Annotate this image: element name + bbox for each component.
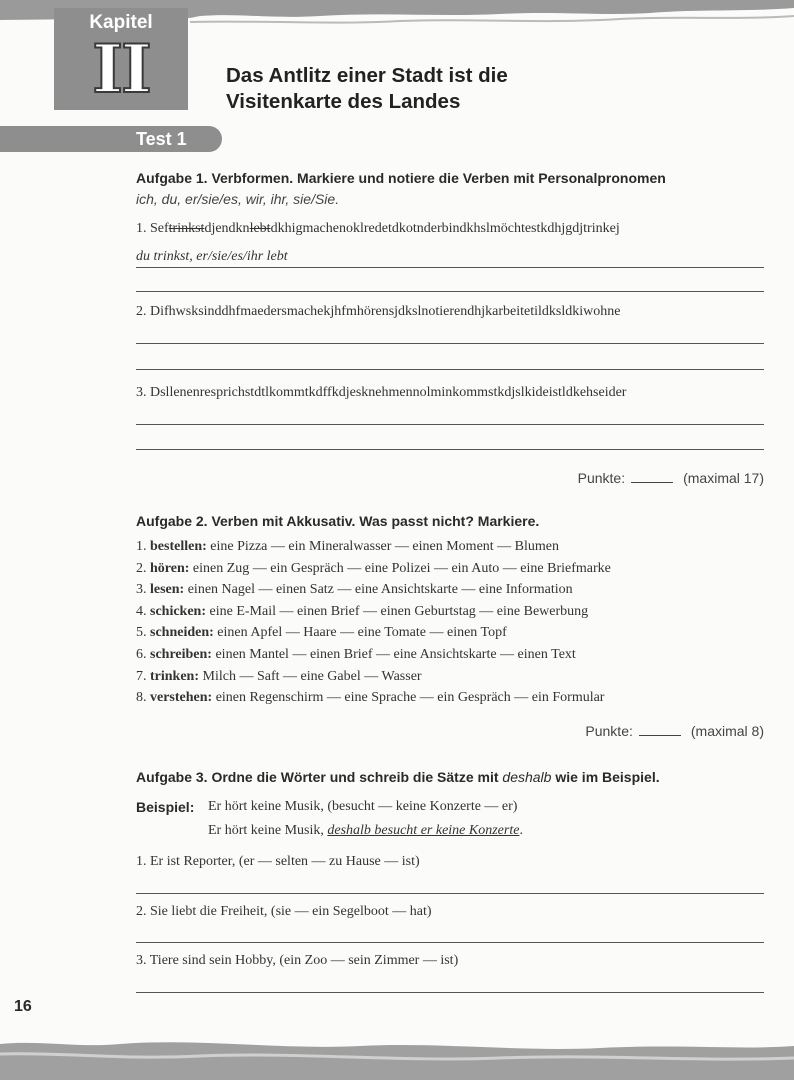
points-label: Punkte: bbox=[577, 470, 626, 486]
example-line-1: Er hört keine Musik, (besucht — keine Konzerte — er) bbox=[208, 799, 518, 814]
points-max: (maximal 17) bbox=[683, 470, 764, 486]
answer-line[interactable] bbox=[136, 424, 764, 425]
points-label: Punkte: bbox=[585, 723, 633, 739]
item1-mid: djendkn bbox=[204, 221, 250, 236]
answer-line[interactable] bbox=[136, 449, 764, 450]
points-blank[interactable] bbox=[631, 481, 673, 483]
answer-line[interactable] bbox=[136, 992, 764, 993]
title-line-1: Das Antlitz einer Stadt ist die bbox=[226, 64, 508, 87]
list-item[interactable]: 5. schneiden: einen Apfel — Haare — eine Tomate — einen Topf bbox=[136, 625, 507, 641]
answer-line[interactable] bbox=[136, 942, 764, 943]
test-banner bbox=[0, 126, 222, 152]
answer-line[interactable] bbox=[136, 893, 764, 894]
task3-item1: 1. Er ist Reporter, (er — selten — zu Hause — ist) bbox=[136, 854, 420, 869]
test-label: Test 1 bbox=[136, 129, 187, 149]
list-item[interactable]: 2. hören: einen Zug — ein Gespräch — eine Polizei — ein Auto — eine Briefmarke bbox=[136, 560, 611, 576]
list-item[interactable]: 7. trinken: Milch — Saft — eine Gabel — Wasser bbox=[136, 668, 422, 684]
task1-item2: 2. Difhwsksinddhfmaedersmachekjhfmhörensjdkslnotierendhjkarbeitetildksldkiwohne bbox=[136, 304, 621, 319]
chapter-number: II bbox=[92, 30, 150, 108]
item1-marked-verb-1: trinkst bbox=[168, 221, 205, 236]
task1-item1-answer: du trinkst, er/sie/es/ihr lebt bbox=[136, 249, 288, 264]
list-item[interactable]: 3. lesen: einen Nagel — einen Satz — eine Ansichtskarte — eine Information bbox=[136, 582, 573, 598]
task1-points bbox=[578, 470, 764, 486]
item1-prefix: 1. Sef bbox=[136, 221, 169, 236]
chapter-label: Kapitel bbox=[89, 12, 153, 33]
task3-item2: 2. Sie liebt die Freiheit, (sie — ein Segelboot — hat) bbox=[136, 904, 432, 919]
answer-line[interactable] bbox=[136, 291, 764, 292]
list-item[interactable]: 6. schreiben: einen Mantel — einen Brief — eine Ansichtskarte — einen Text bbox=[136, 646, 576, 662]
task1-item3: 3. Dsllenenresprichstdtlkommtkdffkdjesknehmennolminkommstkdjslkideistldkehseider bbox=[136, 385, 627, 400]
task1-pronouns: ich, du, er/sie/es, wir, ihr, sie/Sie. bbox=[136, 191, 340, 207]
answer-line[interactable] bbox=[136, 267, 764, 268]
task2-points bbox=[585, 723, 764, 739]
example-line-2: Er hört keine Musik, deshalb besucht er keine Konzerte. bbox=[208, 823, 523, 838]
list-item[interactable]: 8. verstehen: einen Regenschirm — eine Sprache — ein Gespräch — ein Formular bbox=[136, 690, 605, 706]
list-item[interactable]: 4. schicken: eine E-Mail — einen Brief — einen Geburtstag — eine Bewerbung bbox=[136, 603, 589, 619]
task3-item3: 3. Tiere sind sein Hobby, (ein Zoo — sein Zimmer — ist) bbox=[136, 953, 459, 968]
example-label: Beispiel: bbox=[136, 799, 195, 815]
points-blank[interactable] bbox=[639, 734, 681, 736]
answer-line[interactable] bbox=[136, 369, 764, 370]
torn-paper-bottom-decoration bbox=[0, 1030, 794, 1080]
title-line-2: Visitenkarte des Landes bbox=[226, 90, 461, 113]
task1-item1 bbox=[136, 221, 620, 237]
page-title bbox=[226, 63, 508, 115]
answer-line[interactable] bbox=[136, 343, 764, 344]
list-item[interactable]: 1. bestellen: eine Pizza — ein Mineralwasser — einen Moment — Blumen bbox=[136, 539, 560, 554]
points-max: (maximal 8) bbox=[690, 723, 764, 739]
item1-suffix: dkhigmachenoklredetdkotnderbindkhslmöchtestkdhjgdjtrinkej bbox=[270, 221, 620, 236]
task2-heading: Aufgabe 2. Verben mit Akkusativ. Was passt nicht? Markiere. bbox=[136, 513, 540, 529]
task1-heading: Aufgabe 1. Verbformen. Markiere und notiere die Verben mit Personalpronomen bbox=[136, 170, 666, 186]
item1-marked-verb-2: lebt bbox=[249, 221, 271, 236]
task3-heading: Aufgabe 3. Ordne die Wörter und schreib die Sätze mit deshalb wie im Beispiel. bbox=[136, 769, 660, 785]
page-number: 16 bbox=[14, 998, 32, 1015]
task2-list bbox=[136, 536, 611, 709]
